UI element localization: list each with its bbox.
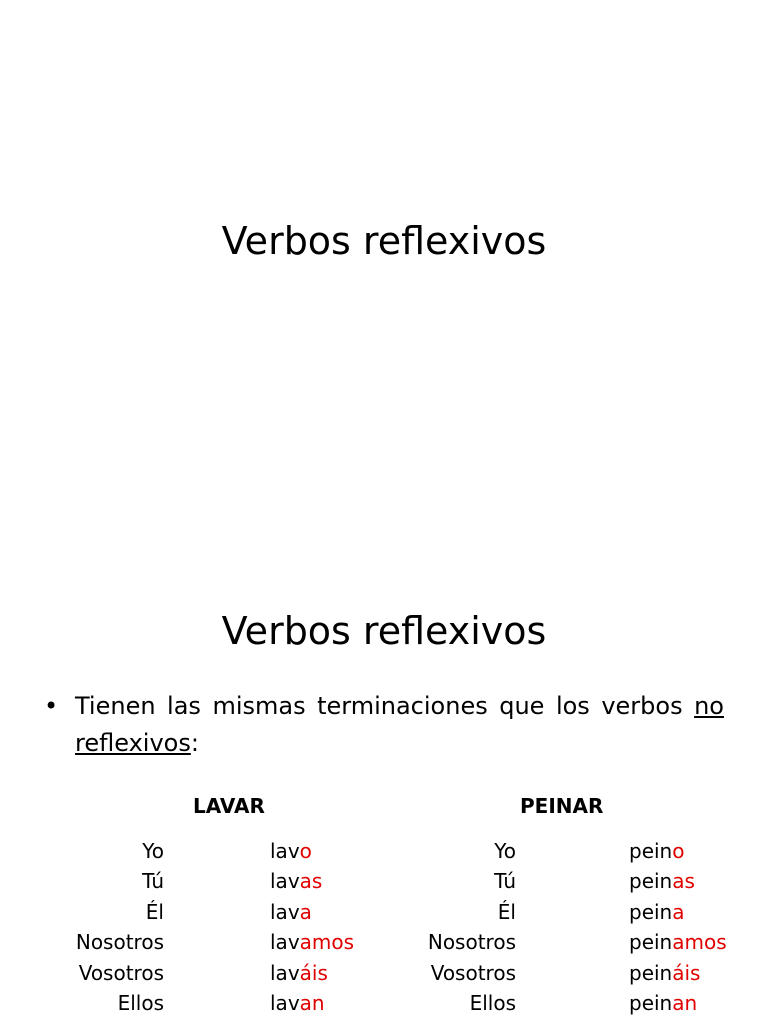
verb-ending: a (672, 899, 685, 924)
verb-form-cell (629, 836, 684, 866)
verb-header-peinar: PEINAR (520, 794, 604, 818)
bullet-text-end: : (190, 729, 199, 757)
verb-stem: lav (270, 991, 300, 1015)
pronoun-cell: Vosotros (430, 960, 516, 985)
verb-ending: as (299, 869, 323, 894)
pronoun-cell: Yo (494, 839, 516, 863)
verb-form-cell (629, 897, 685, 927)
pronoun-cell: Él (145, 899, 164, 924)
verb-ending: o (672, 839, 685, 863)
verb-ending: as (672, 869, 695, 894)
slide-1-title: Verbos reflexivos (221, 219, 547, 263)
verb-header-lavar: LAVAR (193, 794, 265, 818)
verb-form-cell (270, 866, 322, 896)
verb-form-cell (629, 988, 697, 1018)
pronoun-cell: Él (497, 899, 516, 924)
verb-stem: lav (270, 930, 300, 955)
verb-stem: pein (629, 960, 673, 985)
pronoun-cell: Tú (494, 869, 516, 894)
verb-stem: lav (270, 960, 300, 985)
verb-form-cell (270, 927, 354, 957)
verb-form-cell (270, 836, 312, 866)
pronoun-cell: Ellos (117, 991, 164, 1015)
verb-ending: amos (672, 930, 727, 955)
bullet-text (75, 688, 724, 762)
verb-form-cell (629, 866, 695, 896)
verb-form-cell (629, 958, 700, 988)
verb-form-cell (270, 958, 328, 988)
verb-ending: áis (672, 960, 701, 985)
bullet-point (44, 688, 724, 762)
slide-2-title: Verbos reflexivos (221, 609, 547, 653)
verb-stem: pein (629, 869, 673, 894)
pronoun-cell: Nosotros (427, 930, 516, 955)
verb-ending: an (299, 991, 325, 1015)
verb-stem: lav (270, 839, 300, 863)
verb-form-cell (629, 927, 727, 957)
verb-form-cell (270, 988, 325, 1018)
bullet-text-underlined: no reflexivos (75, 692, 724, 757)
verb-ending: an (672, 991, 698, 1015)
pronoun-cell: Vosotros (78, 960, 164, 985)
verb-stem: lav (270, 899, 300, 924)
verb-stem: pein (629, 991, 673, 1015)
verb-stem: pein (629, 930, 673, 955)
bullet-text-main: Tienen las mismas terminaciones que los verbos (75, 692, 695, 720)
pronoun-cell: Ellos (469, 991, 516, 1015)
verb-ending: amos (299, 930, 355, 955)
verb-stem: pein (629, 839, 673, 863)
bullet-marker: • (44, 692, 59, 720)
verb-ending: o (299, 839, 312, 863)
pronoun-cell: Nosotros (75, 930, 164, 955)
verb-stem: lav (270, 869, 300, 894)
verb-stem: pein (629, 899, 673, 924)
verb-ending: áis (299, 960, 328, 985)
pronoun-cell: Yo (142, 839, 164, 863)
verb-form-cell (270, 897, 312, 927)
verb-ending: a (299, 899, 312, 924)
pronoun-cell: Tú (142, 869, 164, 894)
